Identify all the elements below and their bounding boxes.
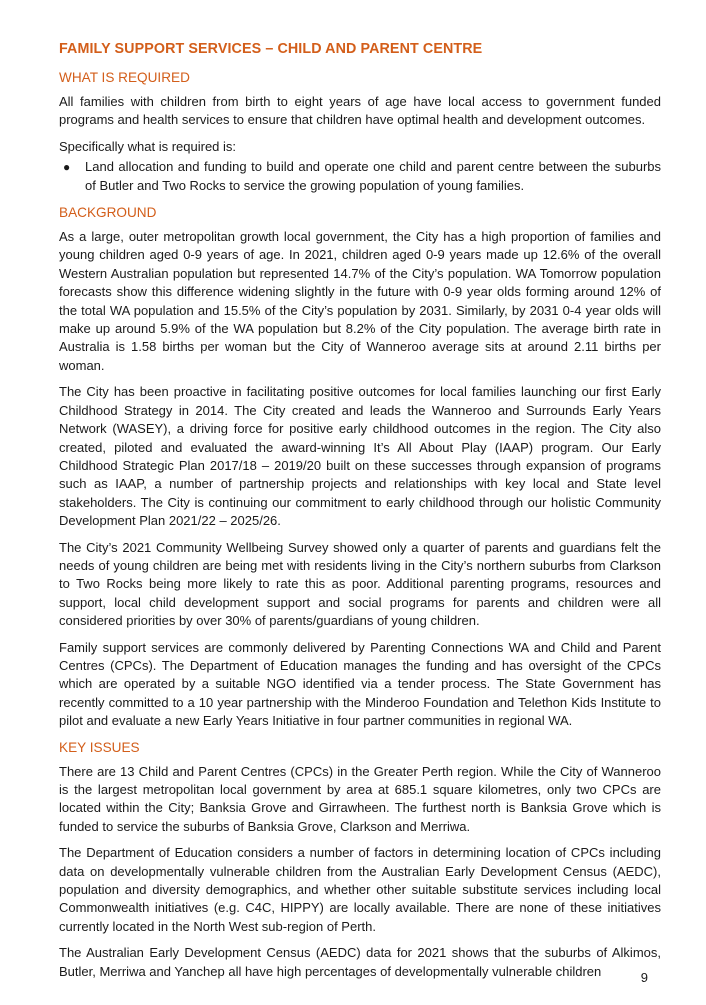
section-heading-key-issues: KEY ISSUES	[59, 739, 140, 755]
page-title: FAMILY SUPPORT SERVICES – CHILD AND PARENT CENTRE	[59, 41, 483, 57]
page-number: 9	[640, 970, 648, 985]
requirements-list	[59, 158, 661, 195]
paragraph: Specifically what is required is:	[59, 138, 237, 154]
section-heading-background: BACKGROUND	[59, 205, 157, 221]
section-heading-what-is-required: WHAT IS REQUIRED	[59, 70, 190, 85]
paragraph: The Australian Early Development Census (AEDC) data for 2021 shows that the suburbs of Alkimos, Butler, Merriwa and Yanchep all have high percentages of developmentally vulnerable children	[59, 945, 661, 979]
paragraph: Family support services are commonly delivered by Parenting Connections WA and Child and Parent Centres (CPCs). The Department of Education manages the funding and has oversight of the CPCs which are operated by a suitable NGO identified via a tender process. The State Government has recently committed to a 10 year partnership with the Minderoo Foundation and Telethon Kids Institute to pilot and evaluate a new Early Years Initiative in four partner communities in regional WA.	[59, 639, 661, 729]
paragraph: The Department of Education considers a number of factors in determining location of CPCs including data on developmentally vulnerable children from the Australian Early Development Census (AEDC), population and diversity demographics, and whether other suitable substitute services including local Commonwealth initiatives (e.g. C4C, HIPPY) are locally available. There are none of these initiatives currently located in the North West sub-region of Perth.	[59, 845, 661, 934]
list-item-text: Land allocation and funding to build and operate one child and parent centre between the suburbs of Butler and Two Rocks to service the growing population of young families.	[85, 159, 661, 193]
paragraph: The City’s 2021 Community Wellbeing Survey showed only a quarter of parents and guardians felt the needs of young children are being met with residents living in the City’s northern suburbs from Clarkson to Two Rocks being more likely to rate this as poor. Additional parenting programs, resources and support, local child development support and social programs for parents and children were all considered priorities by over 30% of parents/guardians of young children.	[59, 539, 661, 629]
paragraph: The City has been proactive in facilitating positive outcomes for local families launching our first Early Childhood Strategy in 2014. The City created and leads the Wanneroo and Surrounds Early Years Network (WASEY), a driving force for positive early childhood outcomes in the region. The City also created, piloted and evaluated the award-winning It’s All About Play (IAAP) program. Our Early Childhood Strategic Plan 2017/18 – 2019/20 built on these successes through expansion of programs such as IAAP, a number of partnership projects and relationships with key local and State level stakeholders. The City is continuing our commitment to early childhood through our holistic Community Development Plan 2021/22 – 2025/26.	[59, 384, 661, 529]
bullet-icon: ●	[63, 160, 71, 175]
paragraph: As a large, outer metropolitan growth local government, the City has a high proportion of families and young children aged 0-9 years of age. In 2021, children aged 0-9 years made up 12.6% of the overall Western Australian population but represented 14.7% of the City’s population. WA Tomorrow population forecasts show this difference widening slightly in the future with 0-9 year olds forming around 12% of the total WA population and 15.5% of the City’s population by 2031. Similarly, by 2031 0-4 year olds will make up around 5.9% of the WA population but 8.2% of the City population. The average birth rate in Australia is 1.58 births per woman but the City of Wanneroo average sits at around 2.11 births per woman.	[59, 229, 661, 373]
list-item	[59, 158, 661, 195]
paragraph: All families with children from birth to eight years of age have local access to government funded programs and health services to ensure that children have optimal health and development outcomes.	[59, 94, 661, 128]
paragraph: There are 13 Child and Parent Centres (CPCs) in the Greater Perth region. While the City of Wanneroo is the largest metropolitan local government by area at 685.1 square kilometres, only two CPCs are located within the City; Banksia Grove and Girrawheen. The furthest north is Banksia Grove which is funded to service the suburbs of Banksia Grove, Clarkson and Merriwa.	[59, 763, 661, 834]
